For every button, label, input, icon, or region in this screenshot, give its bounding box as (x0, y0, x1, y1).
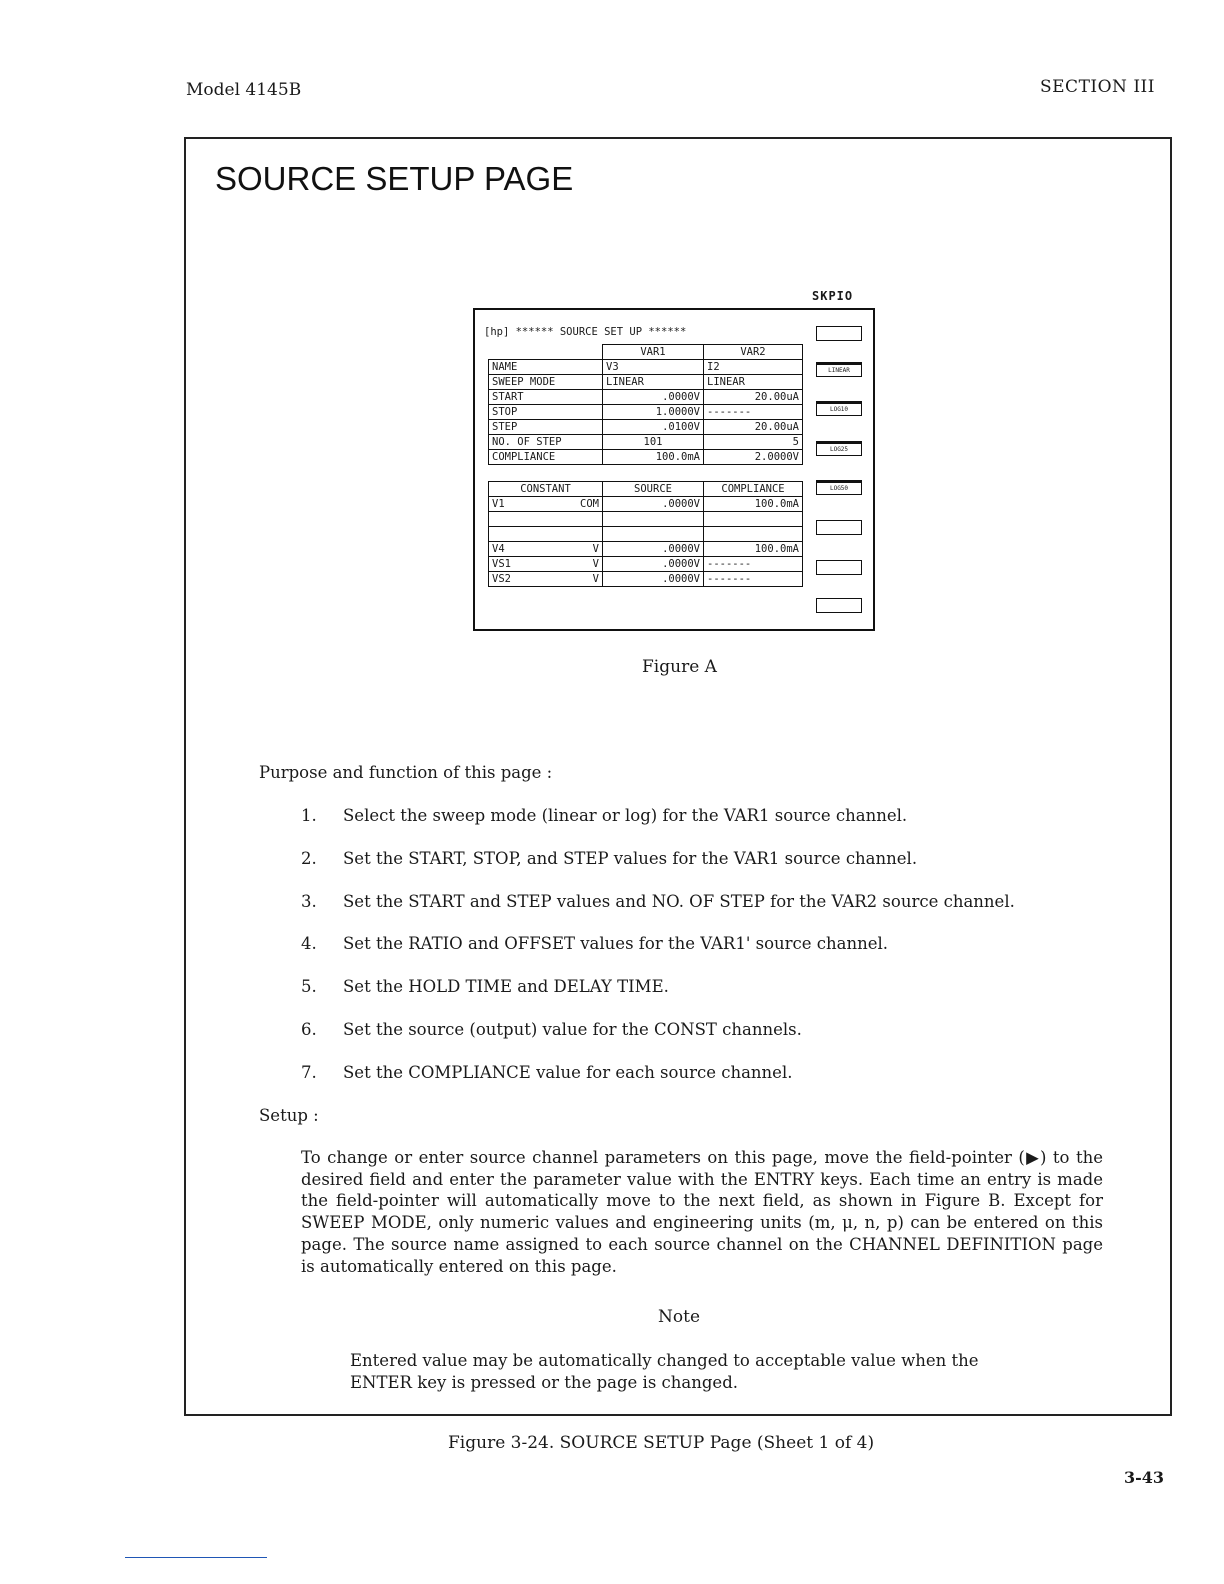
row-label: SWEEP MODE (489, 375, 603, 390)
const-name: VS2 (492, 573, 511, 585)
table-row (489, 360, 803, 375)
const-table-header: SOURCE (603, 482, 704, 497)
list-number: 2. (301, 849, 317, 868)
const-source[interactable]: .0000V (603, 542, 704, 557)
softkey-log50[interactable]: LOG50 (816, 480, 862, 495)
row-label: STEP (489, 420, 603, 435)
table-row (489, 390, 803, 405)
var-table-header-row (489, 345, 803, 360)
var-table-header: VAR2 (704, 345, 803, 360)
table-row (489, 527, 803, 542)
const-table-header: CONSTANT (489, 482, 603, 497)
list-text: Set the source (output) value for the CONST channels. (343, 1020, 802, 1039)
list-text: Set the START, STOP, and STEP values for the VAR1 source channel. (343, 849, 918, 868)
const-channel-cell (489, 497, 603, 512)
const-table-header: COMPLIANCE (704, 482, 803, 497)
table-row (489, 450, 803, 465)
const-name: VS1 (492, 558, 511, 570)
softkey-6[interactable] (816, 520, 862, 535)
list-text: Set the COMPLIANCE value for each source channel. (343, 1063, 793, 1082)
var1-value[interactable]: 1.0000V (603, 405, 704, 420)
row-label: NAME (489, 360, 603, 375)
table-row (489, 572, 803, 587)
row-label: STOP (489, 405, 603, 420)
softkey-log25[interactable]: LOG25 (816, 441, 862, 456)
const-compliance[interactable]: 100.0mA (704, 497, 803, 512)
list-number: 7. (301, 1063, 317, 1082)
list-item (301, 1063, 792, 1082)
const-mode: COM (580, 498, 599, 510)
const-compliance[interactable]: 100.0mA (704, 542, 803, 557)
const-source[interactable]: .0000V (603, 497, 704, 512)
var2-value[interactable]: 20.00uA (704, 420, 803, 435)
const-mode: V (592, 558, 599, 570)
list-text: Set the START and STEP values and NO. OF STEP for the VAR2 source channel. (343, 892, 1015, 911)
list-item (301, 849, 917, 868)
const-compliance[interactable]: ------- (704, 557, 803, 572)
list-item (301, 806, 907, 825)
row-label: START (489, 390, 603, 405)
var1-value[interactable]: .0000V (603, 390, 704, 405)
table-row (489, 375, 803, 390)
list-text: Set the HOLD TIME and DELAY TIME. (343, 977, 669, 996)
const-compliance[interactable]: ------- (704, 572, 803, 587)
var1-value[interactable]: LINEAR (603, 375, 704, 390)
list-item (301, 934, 888, 953)
const-table-header-row (489, 482, 803, 497)
header-model: Model 4145B (186, 80, 302, 100)
figure-a-caption: Figure A (642, 657, 717, 677)
var-table-header: VAR1 (603, 345, 704, 360)
screen-label: SKPIO (812, 289, 854, 303)
table-row (489, 405, 803, 420)
setup-paragraph: To change or enter source channel parameters on this page, move the field-pointer (▶) to the desired field and enter the parameter value with the ENTRY keys. Each time an entry is made the field-pointer will automatically move to the next field, as shown in Figure B. Except for SWEEP MODE, only numeric values and engineering units (m, μ, n, p) can be entered on this page. The source name assigned to each source channel on the CHANNEL DEFINITION page is automatically entered on this page. (301, 1148, 1103, 1276)
var1-value[interactable]: 100.0mA (603, 450, 704, 465)
table-row (489, 420, 803, 435)
var2-value[interactable]: 2.0000V (704, 450, 803, 465)
const-source (603, 527, 704, 542)
var2-value[interactable]: LINEAR (704, 375, 803, 390)
softkey-linear[interactable]: LINEAR (816, 362, 862, 377)
list-item (301, 977, 669, 996)
list-number: 5. (301, 977, 317, 996)
var2-value[interactable]: 20.00uA (704, 390, 803, 405)
const-channel-cell (489, 572, 603, 587)
table-row (489, 557, 803, 572)
var1-value[interactable]: .0100V (603, 420, 704, 435)
softkey-1[interactable] (816, 326, 862, 341)
page-title: SOURCE SETUP PAGE (215, 160, 574, 197)
table-row (489, 435, 803, 450)
var-table (488, 344, 803, 465)
list-text: Set the RATIO and OFFSET values for the VAR1' source channel. (343, 934, 889, 953)
table-row (489, 512, 803, 527)
var-table-corner (489, 345, 603, 360)
softkey-7[interactable] (816, 560, 862, 575)
const-mode: V (592, 573, 599, 585)
note-title: Note (658, 1307, 701, 1327)
var2-value[interactable]: 5 (704, 435, 803, 450)
list-number: 3. (301, 892, 317, 911)
softkey-8[interactable] (816, 598, 862, 613)
const-source[interactable] (603, 512, 704, 527)
row-label: NO. OF STEP (489, 435, 603, 450)
page-number: 3-43 (1124, 1468, 1165, 1487)
const-channel-cell (489, 512, 603, 527)
header-section: SECTION III (1040, 77, 1155, 97)
table-row (489, 497, 803, 512)
const-compliance[interactable] (704, 512, 803, 527)
const-name: V1 (492, 498, 505, 510)
softkey-log10[interactable]: LOG10 (816, 401, 862, 416)
var1-value[interactable]: 101 (603, 435, 704, 450)
list-item (301, 892, 1015, 911)
const-name: V4 (492, 543, 505, 555)
note-text: Entered value may be automatically changed to acceptable value when the ENTER key is pressed or the page is changed. (350, 1351, 979, 1392)
setup-heading: Setup : (259, 1106, 319, 1125)
const-mode: V (592, 543, 599, 555)
const-table (488, 481, 803, 587)
table-row (489, 542, 803, 557)
list-number: 6. (301, 1020, 317, 1039)
list-number: 4. (301, 934, 317, 953)
const-channel-cell (489, 542, 603, 557)
list-number: 1. (301, 806, 317, 825)
figure-caption: Figure 3-24. SOURCE SETUP Page (Sheet 1 of 4) (448, 1433, 875, 1453)
footnote-rule (125, 1557, 267, 1558)
purpose-heading: Purpose and function of this page : (259, 763, 553, 782)
list-text: Select the sweep mode (linear or log) for the VAR1 source channel. (343, 806, 908, 825)
const-channel-cell (489, 557, 603, 572)
list-item (301, 1020, 802, 1039)
const-source[interactable]: .0000V (603, 557, 704, 572)
const-source[interactable]: .0000V (603, 572, 704, 587)
screen-header: [hp] ****** SOURCE SET UP ****** (484, 326, 687, 338)
const-compliance (704, 527, 803, 542)
var1-value[interactable]: V3 (603, 360, 704, 375)
var2-value[interactable]: ------- (704, 405, 803, 420)
row-label: COMPLIANCE (489, 450, 603, 465)
const-channel-cell (489, 527, 603, 542)
var2-value[interactable]: I2 (704, 360, 803, 375)
